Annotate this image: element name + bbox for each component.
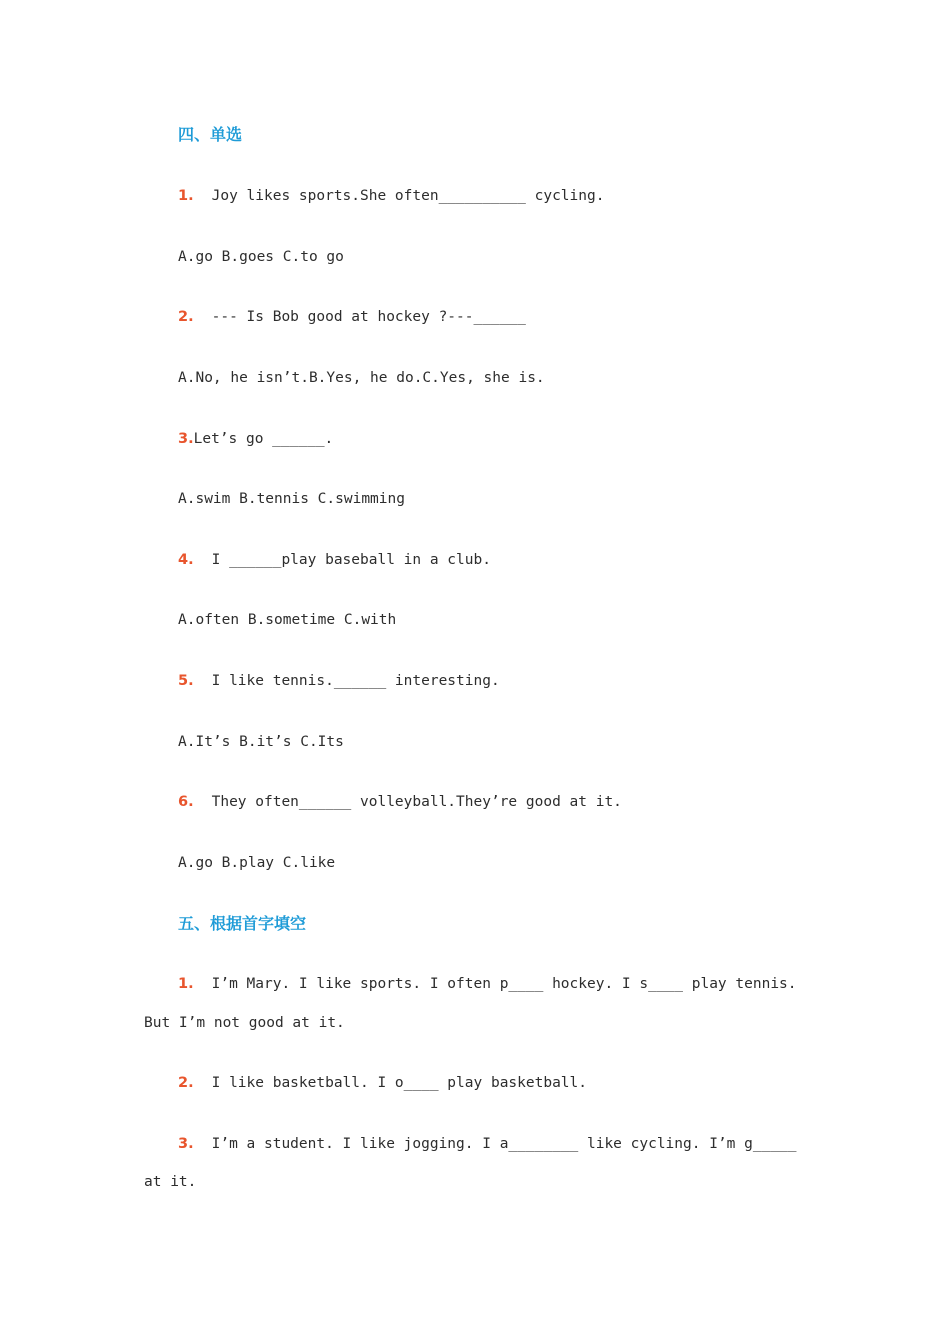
- question-1-options: A.go B.goes C.to go: [178, 249, 344, 265]
- question-3-options: A.swim B.tennis C.swimming: [178, 491, 405, 507]
- question-number: 6.: [178, 794, 194, 810]
- question-text: --- Is Bob good at hockey ?---______: [211, 309, 526, 325]
- question-text: Joy likes sports.She often__________ cycling.: [211, 188, 605, 204]
- question-text: I like basketball. I o____ play basketball.: [211, 1075, 587, 1091]
- question-text: They often______ volleyball.They’re good at it.: [211, 794, 622, 810]
- question-text: I’m Mary. I like sports. I often p____ hockey. I s____ play tennis.: [211, 976, 797, 992]
- question-text: I like tennis.______ interesting.: [211, 673, 500, 689]
- question-1: [178, 186, 604, 206]
- fill-question-3: [178, 1134, 797, 1154]
- question-number: 2.: [178, 1075, 194, 1091]
- question-number: 5.: [178, 673, 194, 689]
- question-5-options: A.It’s B.it’s C.Its: [178, 734, 344, 750]
- question-4: [178, 550, 491, 570]
- question-text: I’m a student. I like jogging. I a________ like cycling. I’m g_____: [211, 1136, 797, 1152]
- question-3: [178, 429, 333, 449]
- fill-question-1-continued: But I’m not good at it.: [144, 1015, 345, 1031]
- question-number: 2.: [178, 309, 194, 325]
- fill-question-1: [178, 974, 797, 994]
- question-number: 3.: [178, 1136, 194, 1152]
- question-number: 4.: [178, 552, 194, 568]
- question-number: 3.: [178, 431, 194, 447]
- question-5: [178, 671, 500, 691]
- question-4-options: A.often B.sometime C.with: [178, 612, 397, 628]
- question-text: Let’s go ______.: [193, 431, 334, 447]
- question-text: I ______play baseball in a club.: [211, 552, 491, 568]
- fill-question-2: [178, 1073, 587, 1093]
- section-heading-fill-in: 五、根据首字填空: [178, 914, 307, 933]
- question-number: 1.: [178, 976, 194, 992]
- section-heading-single-choice: 四、单选: [178, 125, 243, 144]
- question-2: [178, 307, 526, 327]
- question-number: 1.: [178, 188, 194, 204]
- question-6: [178, 792, 622, 812]
- question-6-options: A.go B.play C.like: [178, 855, 336, 871]
- fill-question-3-continued: at it.: [144, 1174, 197, 1190]
- question-2-options: A.No, he isn’t.B.Yes, he do.C.Yes, she is.: [178, 370, 545, 386]
